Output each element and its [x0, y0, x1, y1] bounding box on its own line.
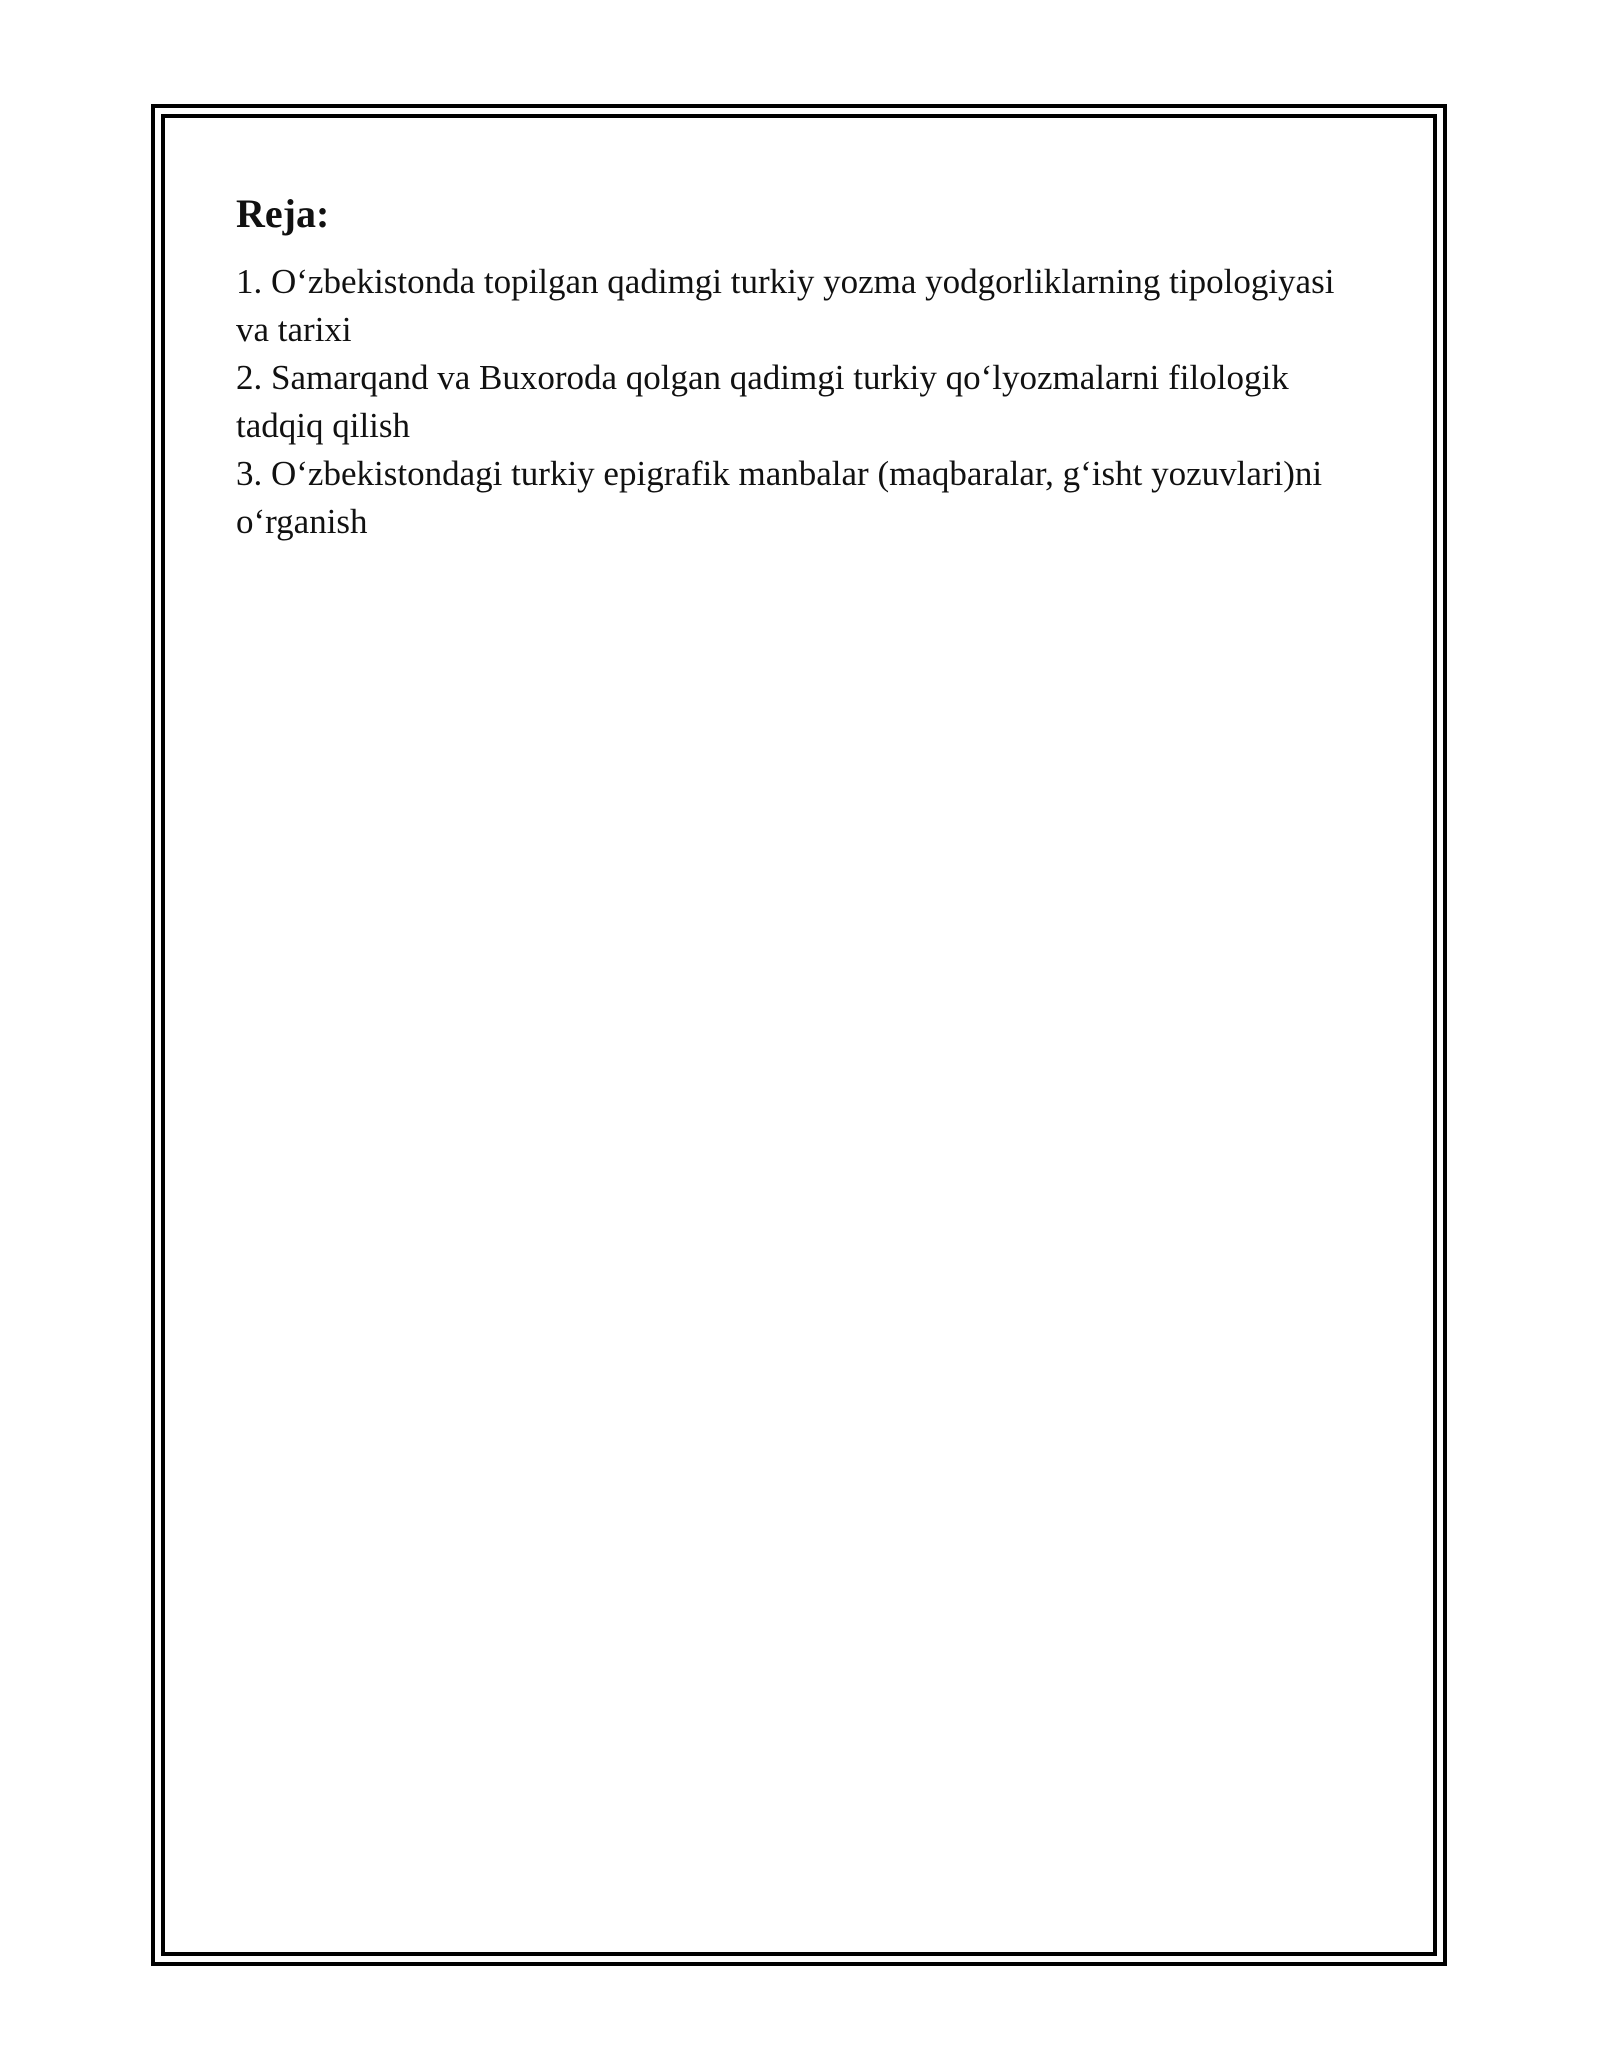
- document-content: [236, 188, 1366, 546]
- plan-list: [236, 258, 1366, 546]
- plan-item-1: 1. O‘zbekistonda topilgan qadimgi turkiy yozma yodgorliklarning tipologiyasi va tarixi: [236, 262, 1335, 349]
- plan-item-3: 3. O‘zbekistondagi turkiy epigrafik manbalar (maqbaralar, g‘isht yozuvlari)ni o‘rganish: [236, 454, 1323, 541]
- plan-item-2: 2. Samarqand va Buxoroda qolgan qadimgi turkiy qo‘lyozmalarni filologik tadqiq qilish: [236, 358, 1289, 445]
- plan-heading: Reja:: [236, 191, 330, 236]
